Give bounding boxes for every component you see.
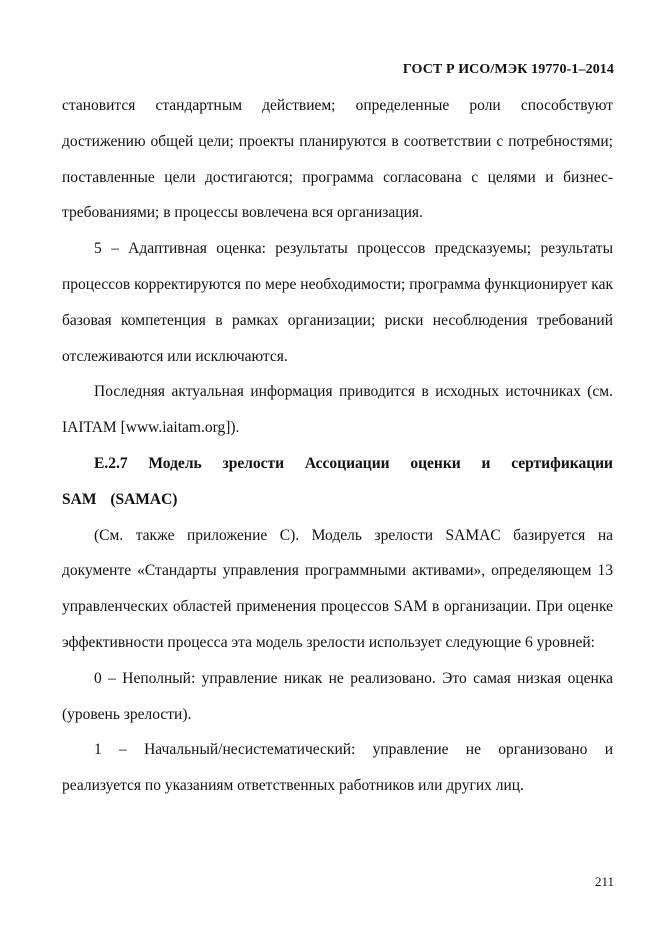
paragraph-level-5: 5 – Адаптивная оценка: результаты процессов предсказуемы; результаты процессов корректируются по мере необходимости; программа функционирует как базовая компетенция в рамках организации; риски несоблюдения требований отслеживаются или исключаются. [62, 240, 613, 365]
paragraph-samac-intro: (См. также приложение С). Модель зрелости SAMAC базируется на документе «Стандарты управления программными активами», определяющем 13 управленческих областей применения процессов SAM в организации. При оценке эффективности процесса эта модель зрелости использует следующие 6 уровней: [62, 526, 613, 651]
paragraph-reference: Последняя актуальная информация приводится в исходных источниках (см. IAITAM [www.iaitam.org]). [62, 383, 613, 437]
page-body [62, 88, 613, 804]
document-header: ГОСТ Р ИСО/МЭК 19770-1–2014 [402, 62, 614, 77]
page-number: 211 [594, 874, 614, 889]
section-heading-e-2-7: E.2.7 Модель зрелости Ассоциации оценки и сертификации SAM (SAMAC) [62, 454, 613, 508]
paragraph-level-1: 1 – Начальный/несистематический: управление не организовано и реализуется по указаниям ответственных работников или других лиц. [62, 741, 613, 795]
paragraph-continuation: становится стандартным действием; определенные роли способствуют достижению общей цели; проекты планируются в соответствии с потребностями; поставленные цели достигаются; программа согласована с целями и бизнес-требованиями; в процессы вовлечена вся организация. [62, 97, 613, 222]
paragraph-level-0: 0 – Неполный: управление никак не реализовано. Это самая низкая оценка (уровень зрелости). [62, 669, 613, 723]
